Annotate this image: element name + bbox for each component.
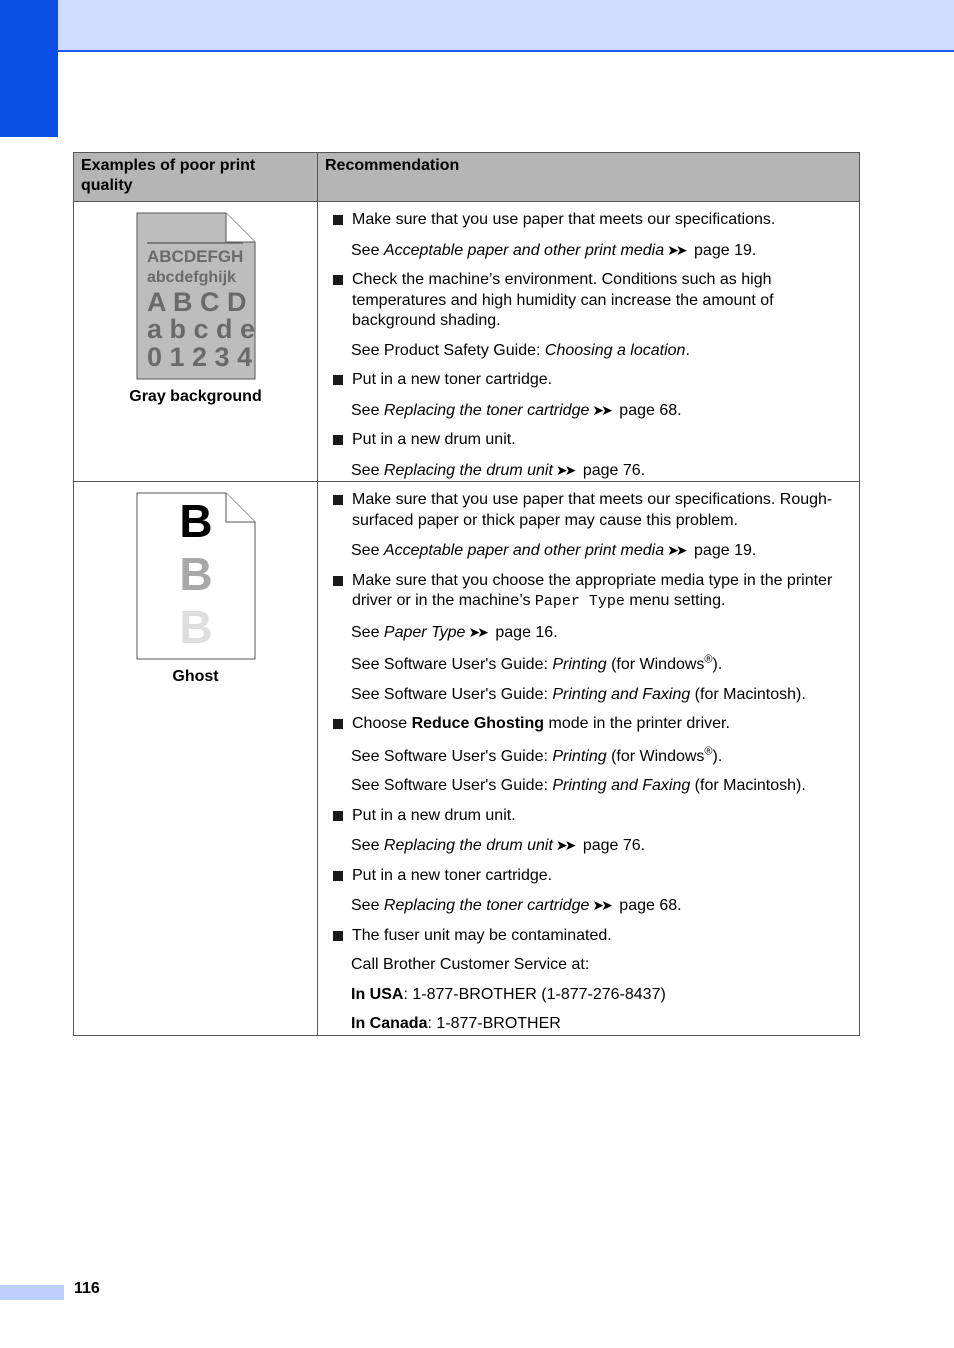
sample-line-4: a b c d e — [146, 314, 255, 344]
header-examples: Examples of poor print quality — [74, 153, 318, 202]
bullet-square-icon — [333, 576, 343, 586]
recommendation-cell — [318, 202, 860, 482]
reference-line: See Software User's Guide: Printing (for Windows®). — [351, 745, 723, 765]
example-caption: Ghost — [172, 668, 219, 685]
recommendation-item: Check the machine’s environment. Conditions such as high temperatures and high humidity can increase the amount of background shading. — [332, 270, 851, 332]
double-arrow-icon: ➤➤ — [667, 542, 685, 558]
bullet-square-icon — [333, 495, 343, 505]
double-arrow-icon: ➤➤ — [667, 241, 685, 258]
contact-line-usa: In USA: 1-877-BROTHER (1-877-276-8437) — [351, 985, 666, 1003]
recommendation-item: Put in a new drum unit. — [332, 430, 851, 451]
ghost-letter-light: B — [178, 601, 213, 653]
bullet-square-icon — [333, 719, 343, 729]
recommendation-item: Put in a new toner cartridge. — [332, 866, 851, 887]
sample-line-5: 0 1 2 3 4 — [146, 342, 252, 372]
sample-line-2: abcdefghijk — [146, 269, 236, 286]
reference-line: See Paper Type ➤➤ page 16. — [351, 623, 558, 641]
double-arrow-icon: ➤➤ — [592, 401, 610, 418]
bullet-square-icon — [333, 375, 343, 385]
recommendation-item: Choose Reduce Ghosting mode in the printer driver. — [332, 714, 851, 735]
reference-line: See Replacing the drum unit ➤➤ page 76. — [351, 461, 646, 479]
chapter-tab — [0, 0, 58, 137]
troubleshooting-table — [73, 152, 860, 1036]
reference-line: See Software User's Guide: Printing (for Windows®). — [351, 653, 723, 673]
header-band — [58, 0, 954, 52]
bullet-square-icon — [333, 871, 343, 881]
bullet-square-icon — [333, 215, 343, 225]
contact-line-canada: In Canada: 1-877-BROTHER — [351, 1015, 561, 1032]
bullet-square-icon — [333, 931, 343, 941]
table-row — [74, 202, 860, 482]
sample-line-1: ABCDEFGH — [146, 247, 243, 266]
ghost-letter-dark: B — [178, 495, 213, 547]
bullet-square-icon — [333, 435, 343, 445]
double-arrow-icon: ➤➤ — [468, 623, 486, 640]
sample-line-3: A B C D — [146, 287, 246, 317]
reference-line: See Replacing the drum unit ➤➤ page 76. — [351, 837, 646, 854]
reference-line: See Software User's Guide: Printing and Faxing (for Macintosh). — [351, 777, 806, 794]
recommendation-item: Make sure that you use paper that meets our specifications. — [332, 210, 851, 231]
menu-setting-name: Paper Type — [534, 593, 625, 610]
bullet-square-icon — [333, 275, 343, 285]
header-recommendation: Recommendation — [318, 153, 860, 202]
bullet-square-icon — [333, 811, 343, 821]
gray-background-sample-icon — [136, 212, 256, 380]
table-header-row — [74, 153, 860, 202]
double-arrow-icon: ➤➤ — [555, 461, 574, 478]
recommendation-cell — [318, 482, 860, 1036]
example-cell — [74, 482, 318, 1036]
reference-line: See Software User's Guide: Printing and Faxing (for Macintosh). — [351, 685, 806, 703]
ghost-letter-mid: B — [178, 548, 213, 600]
double-arrow-icon: ➤➤ — [555, 837, 574, 853]
page-number-band — [0, 1285, 64, 1300]
recommendation-item: Put in a new drum unit. — [332, 806, 851, 827]
recommendation-item: Put in a new toner cartridge. — [332, 370, 851, 391]
recommendation-item: Make sure that you choose the appropriate media type in the printer driver or in the machine’s Paper Type menu setting. — [332, 571, 851, 613]
example-caption: Gray background — [129, 388, 262, 405]
reference-line: See Replacing the toner cartridge ➤➤ page 68. — [351, 897, 682, 914]
contact-line: Call Brother Customer Service at: — [351, 956, 590, 973]
reference-line: See Acceptable paper and other print media ➤➤ page 19. — [351, 542, 757, 559]
double-arrow-icon: ➤➤ — [592, 897, 610, 913]
ghost-sample-icon — [136, 492, 256, 660]
table-row — [74, 482, 860, 1036]
reference-line: See Replacing the toner cartridge ➤➤ page 68. — [351, 401, 682, 419]
page-number: 116 — [74, 1280, 100, 1297]
example-cell — [74, 202, 318, 482]
recommendation-item: The fuser unit may be contaminated. — [332, 926, 851, 947]
reference-line: See Product Safety Guide: Choosing a location. — [351, 341, 690, 359]
reference-line: See Acceptable paper and other print media ➤➤ page 19. — [351, 241, 757, 259]
recommendation-item: Make sure that you use paper that meets our specifications. Rough-surfaced paper or thick paper may cause this problem. — [332, 490, 851, 531]
